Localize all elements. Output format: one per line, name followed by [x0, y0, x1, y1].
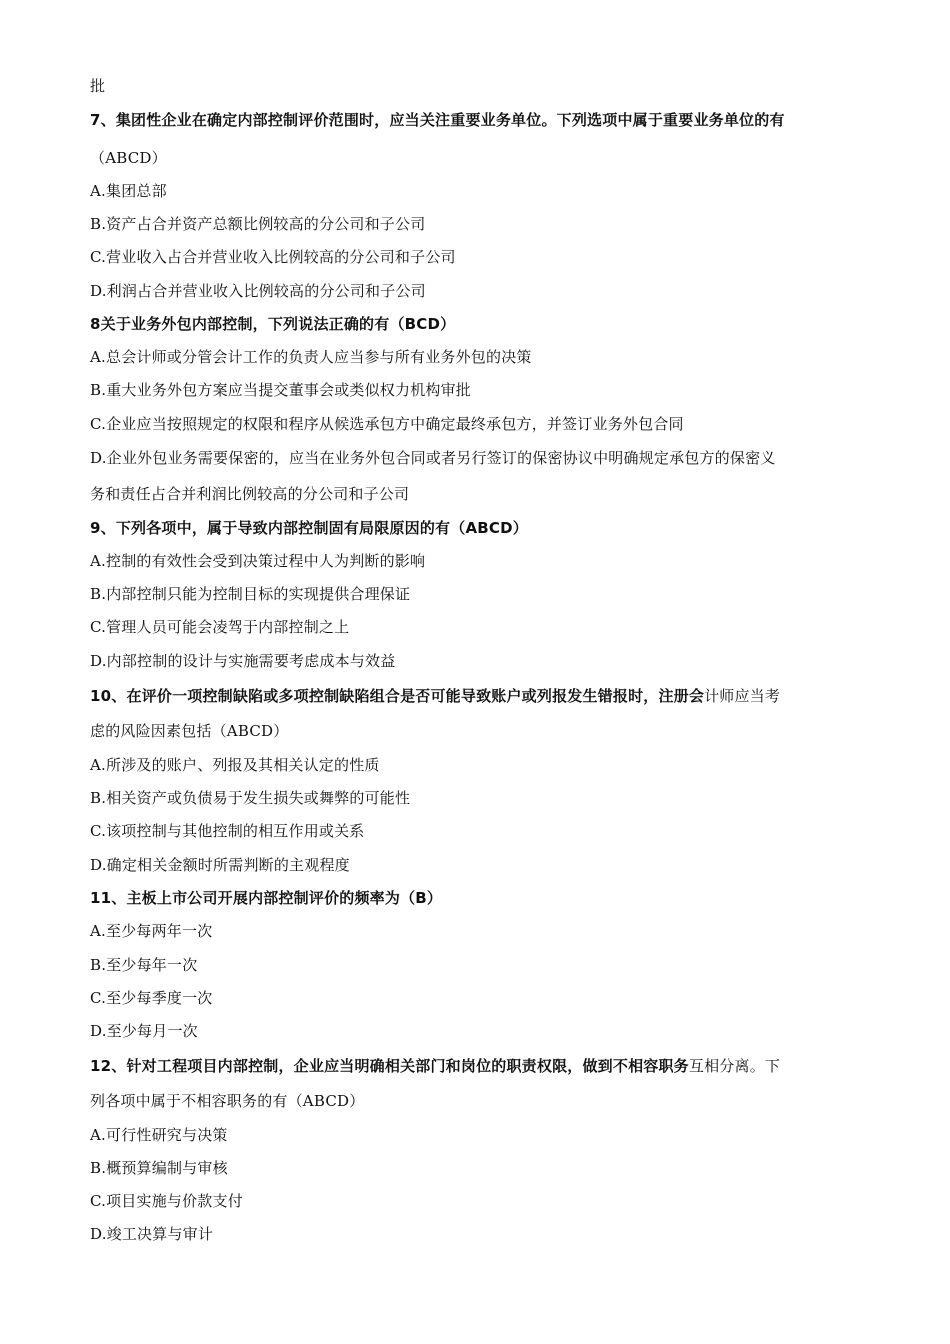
q8-option-a: A.总会计师或分管会计工作的负责人应当参与所有业务外包的决策: [90, 348, 532, 366]
q7-option-c: C.营业收入占合并营业收入比例较高的分公司和子公司: [90, 248, 456, 266]
question-8: 8关于业务外包内部控制，下列说法正确的有（BCD）: [90, 315, 456, 333]
q9-option-b: B.内部控制只能为控制目标的实现提供合理保证: [90, 585, 411, 603]
q8-option-d: D.企业外包业务需要保密的，应当在业务外包合同或者另行签订的保密协议中明确规定承包方的保密义: [90, 449, 776, 467]
q7-option-d: D.利润占合并营业收入比例较高的分公司和子公司: [90, 282, 426, 300]
continued-text: 批: [90, 77, 106, 95]
q7-option-a: A.集团总部: [90, 182, 167, 200]
question-10-bold: 10、在评价一项控制缺陷或多项控制缺陷组合是否可能导致账户或列报发生错报时，注册会: [90, 687, 705, 705]
q8-option-b: B.重大业务外包方案应当提交董事会或类似权力机构审批: [90, 381, 471, 399]
q9-option-c: C.管理人员可能会凌驾于内部控制之上: [90, 618, 350, 636]
question-10: [90, 686, 890, 706]
question-11: 11、主板上市公司开展内部控制评价的频率为（B）: [90, 889, 443, 907]
q12-option-c: C.项目实施与价款支付: [90, 1192, 243, 1210]
question-9: 9、下列各项中，属于导致内部控制固有局限原因的有（ABCD）: [90, 519, 528, 537]
q7-option-b: B.资产占合并资产总额比例较高的分公司和子公司: [90, 215, 426, 233]
q11-option-a: A.至少每两年一次: [90, 922, 213, 940]
q10-option-d: D.确定相关金额时所需判断的主观程度: [90, 856, 350, 874]
q11-option-c: C.至少每季度一次: [90, 989, 213, 1007]
q10-option-b: B.相关资产或负债易于发生损失或舞弊的可能性: [90, 789, 411, 807]
q8-option-d-continued: 务和责任占合并利润比例较高的分公司和子公司: [90, 485, 410, 503]
question-12: [90, 1056, 890, 1076]
question-12-continued: 列各项中属于不相容职务的有（ABCD）: [90, 1092, 365, 1110]
question-12-bold: 12、针对工程项目内部控制，企业应当明确相关部门和岗位的职责权限，做到不相容职务: [90, 1057, 689, 1075]
q8-option-c: C.企业应当按照规定的权限和程序从候选承包方中确定最终承包方，并签订业务外包合同: [90, 415, 684, 433]
q10-option-c: C.该项控制与其他控制的相互作用或关系: [90, 822, 365, 840]
q12-option-a: A.可行性研究与决策: [90, 1126, 228, 1144]
question-7: 7、集团性企业在确定内部控制评价范围时，应当关注重要业务单位。下列选项中属于重要业务单位的有: [90, 111, 785, 129]
question-12-tail: 互相分离。下: [688, 1057, 781, 1075]
question-7-answer: （ABCD）: [90, 149, 167, 167]
q9-option-d: D.内部控制的设计与实施需要考虑成本与效益: [90, 652, 396, 670]
q12-option-b: B.概预算编制与审核: [90, 1159, 228, 1177]
q9-option-a: A.控制的有效性会受到决策过程中人为判断的影响: [90, 552, 426, 570]
question-10-continued: 虑的风险因素包括（ABCD）: [90, 722, 289, 740]
q11-option-b: B.至少每年一次: [90, 956, 198, 974]
question-10-tail: 计师应当考: [704, 687, 781, 705]
q10-option-a: A.所涉及的账户、列报及其相关认定的性质: [90, 756, 380, 774]
q12-option-d: D.竣工决算与审计: [90, 1225, 214, 1243]
q11-option-d: D.至少每月一次: [90, 1022, 198, 1040]
